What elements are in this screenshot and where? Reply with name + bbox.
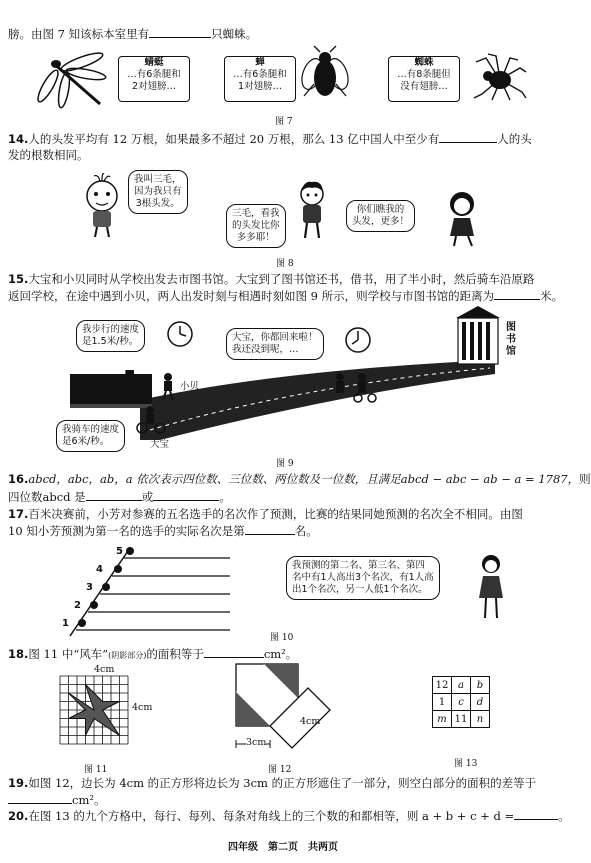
cicada-illustration (300, 44, 350, 104)
question-20: 20.在图 13 的九个方格中，每行、每列、每条对角线上的三个数的和都相等，则 a + b + c + d = 。 (8, 809, 570, 823)
rank-5: 5 (116, 546, 123, 557)
fig13-magic-square (432, 676, 490, 728)
boy-cartoon (292, 180, 332, 240)
clock-icon (166, 320, 194, 348)
fig8-bubble-3: 你们瞧我的 头发，更多！ (346, 200, 415, 232)
fig11-top-label: 4cm (94, 664, 115, 675)
clock-icon (344, 326, 372, 354)
xiaobei-figure (158, 372, 178, 400)
cell: 11 (452, 711, 471, 728)
fig7-box-spider: 蜘蛛 …有8条腿但 没有翅膀… (388, 56, 460, 102)
fig12-caption: 图 12 (268, 765, 292, 775)
cell: 1 (433, 694, 452, 711)
answer-blank[interactable] (439, 131, 497, 143)
fig10-bubble: 我预测的第二名、第三名、第四 名中有1人高出3个名次，有1人高 出1个名次，另一人低1个名次。 (286, 556, 440, 600)
label-xiaobei: 小贝 (180, 381, 200, 392)
question-16-line2: 四位数abcd 是 或 。 (8, 490, 231, 504)
fig13-caption: 图 13 (454, 759, 478, 769)
answer-blank[interactable] (149, 26, 211, 38)
fig9-caption: 图 9 (276, 459, 294, 469)
cell: m (433, 711, 452, 728)
cell: 12 (433, 677, 452, 694)
library-building (452, 306, 504, 364)
podium-lines (60, 548, 230, 638)
fig11-side-label: 4cm (132, 702, 153, 713)
question-17-line2: 10 知小芳预测为第一名的选手的实际名次是第 名。 (8, 524, 318, 538)
cell: c (452, 694, 471, 711)
answer-blank[interactable] (86, 489, 142, 501)
cell: n (471, 711, 490, 728)
fig9-bubble-walk: 我步行的速度 是1.5米/秒。 (76, 320, 145, 352)
fig10-caption: 图 10 (270, 633, 294, 643)
question-15-line2: 返回学校，在途中遇到小贝，两人出发时刻与相遇时刻如图 9 所示，则学校与市图书馆的距离为 米。 (8, 289, 564, 303)
rank-1: 1 (62, 618, 69, 629)
rank-3: 3 (86, 582, 93, 593)
question-14-line2: 发的根数相同。 (8, 148, 89, 162)
page-footer: 四年级 第二页 共两页 (228, 842, 338, 853)
road-illustration (140, 360, 500, 440)
dabao-figure (136, 406, 166, 434)
question-15-line1: 15.大宝和小贝同时从学校出发去市图书馆。大宝到了图书馆还书，借书，用了半小时，然后骑车沿原路 (8, 272, 535, 286)
question-19-line2: cm²。 (8, 792, 105, 808)
answer-blank[interactable] (514, 808, 558, 820)
question-18: 18.图 11 中“风车”(阴影部分)的面积等于 cm²。 (8, 647, 298, 661)
fig9-bubble-bike: 我骑车的速度 是6米/秒。 (56, 420, 125, 452)
question-17-line1: 17.百米决赛前，小芳对参赛的五名选手的名次作了预测，比赛的结果同她预测的名次全不相同。由图 (8, 507, 523, 521)
fig12-label-4cm: 4cm (300, 716, 321, 727)
pinwheel-grid (60, 676, 128, 744)
fig7-box-dragonfly: 蜻蜓 …有6条腿和 2对翅膀… (118, 56, 190, 102)
top-line: 膀。由图 7 知该标本室里有 只蜘蛛。 (8, 27, 258, 41)
answer-blank[interactable] (494, 288, 540, 300)
rank-2: 2 (74, 600, 81, 611)
cell: a (452, 677, 471, 694)
answer-blank[interactable] (204, 646, 264, 658)
school-building (70, 370, 152, 410)
sanmao-cartoon (80, 178, 124, 238)
dragonfly-illustration (42, 52, 112, 110)
spider-illustration (466, 54, 526, 102)
fig8-bubble-1: 我叫三毛， 因为我只有 3根头发。 (128, 170, 188, 214)
cell: b (471, 677, 490, 694)
fig9-bubble-meet: 大宝，你都回来啦！ 我还没到呢，… (226, 328, 324, 360)
question-16-line1: 16.abcd，abc，ab，a 依次表示四位数、三位数、两位数及一位数，且满足abcd − abc − ab − a = 1787，则 (8, 472, 591, 486)
fig8-caption: 图 8 (276, 259, 294, 269)
xiaofang-figure (474, 554, 508, 620)
fig8-bubble-2: 三毛，看我 的头发比你 多多耶！ (226, 204, 286, 248)
meeting-figures (330, 372, 374, 402)
fig7-box-cicada: 蝉 …有6条腿和 1对翅膀… (224, 56, 296, 102)
question-19-line1: 19.如图 12，边长为 4cm 的正方形将边长为 3cm 的正方形遮住了一部分，则空白部分的面积的差等于 (8, 776, 537, 790)
fig12-label-3cm: 3cm (246, 737, 267, 748)
question-14-line1: 14.人的头发平均有 12 万根，如果最多不超过 20 万根，那么 13 亿中国人中至少有 人的头 (8, 132, 532, 146)
library-label: 图 书 馆 (506, 322, 516, 357)
answer-blank[interactable] (245, 523, 295, 535)
rank-4: 4 (96, 564, 103, 575)
answer-blank[interactable] (8, 792, 72, 804)
fig7-caption: 图 7 (275, 117, 293, 127)
answer-blank[interactable] (153, 489, 219, 501)
overlapping-squares (226, 662, 336, 752)
label-dabao: 大宝 (150, 439, 170, 450)
fig11-caption: 图 11 (84, 765, 108, 775)
girl-cartoon (440, 190, 486, 246)
cell: d (471, 694, 490, 711)
